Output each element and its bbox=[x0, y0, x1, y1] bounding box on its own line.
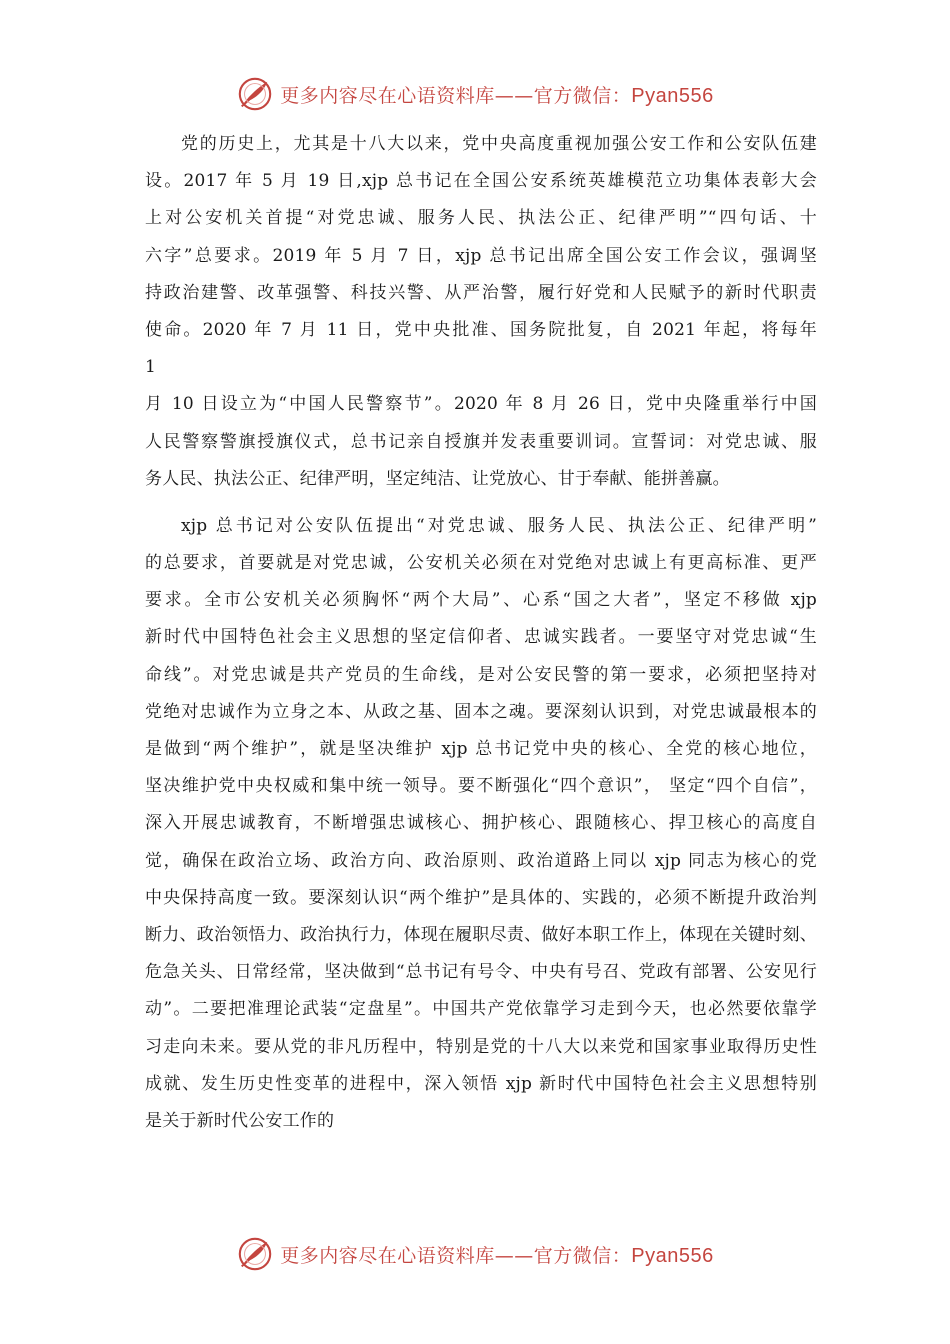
text-line: 新时代中国特色社会主义思想的坚定信仰者、忠诚实践者。一要坚守对党忠诚“生 bbox=[145, 627, 817, 648]
text-line: 党绝对忠诚作为立身之本、从政之基、固本之魂。要深刻认识到，对党忠诚最根本的 bbox=[145, 701, 817, 722]
banner-text bbox=[280, 81, 714, 108]
text-line: 中央保持高度一致。要深刻认识“两个维护”是具体的、实践的，必须不断提升政治判 bbox=[145, 887, 817, 908]
banner-slogan: 更多内容尽在心语资料库 bbox=[280, 84, 495, 107]
paragraph-1 bbox=[145, 126, 817, 498]
banner-separator: —— bbox=[494, 1244, 534, 1267]
quill-pen-icon bbox=[236, 75, 274, 113]
text-line: 危急关头、日常经常，坚决做到“总书记有号令、中央有号召、党政有部署、公安见行 bbox=[145, 962, 817, 983]
banner-separator: —— bbox=[494, 84, 534, 107]
quill-pen-icon bbox=[236, 1235, 274, 1273]
text-line: 深入开展忠诚教育，不断增强忠诚核心、拥护核心、跟随核心、捍卫核心的高度自 bbox=[145, 813, 817, 834]
banner-wechat-id: Pyan556 bbox=[631, 84, 714, 107]
text-line: 习走向未来。要从党的非凡历程中，特别是党的十八大以来党和国家事业取得历史性 bbox=[145, 1036, 817, 1057]
footer-banner bbox=[0, 1232, 950, 1276]
text-line: 的总要求，首要就是对党忠诚，公安机关必须在对党绝对忠诚上有更高标准、更严 bbox=[145, 553, 817, 574]
text-line: 上对公安机关首提“对党忠诚、服务人民、执法公正、纪律严明”“四句话、十 bbox=[145, 208, 817, 229]
header-banner bbox=[0, 72, 950, 116]
text-line: 动”。二要把准理论武装“定盘星”。中国共产党依靠学习走到今天，也必然要依靠学 bbox=[145, 999, 817, 1020]
text-line: 设。2017 年 5 月 19 日,xjp 总书记在全国公安系统英雄模范立功集体表彰大会 bbox=[145, 171, 817, 192]
text-line: 六字”总要求。2019 年 5 月 7 日，xjp 总书记出席全国公安工作会议，强调坚 bbox=[145, 245, 817, 266]
banner-wechat-id: Pyan556 bbox=[631, 1244, 714, 1267]
document-body bbox=[145, 126, 817, 1140]
banner-slogan: 更多内容尽在心语资料库 bbox=[280, 1244, 495, 1267]
text-line: 务人民、执法公正、纪律严明，坚定纯洁、让党放心、甘于奉献、能拼善赢。 bbox=[145, 468, 730, 489]
banner-wechat-label: 官方微信： bbox=[533, 1244, 632, 1267]
text-line: 坚决维护党中央权威和集中统一领导。要不断强化“四个意识”， 坚定“四个自信”， bbox=[145, 776, 817, 797]
text-line: 是关于新时代公安工作的 bbox=[145, 1110, 335, 1131]
text-line: 1 bbox=[145, 357, 157, 378]
text-line: 觉，确保在政治立场、政治方向、政治原则、政治道路上同以 xjp 同志为核心的党 bbox=[145, 850, 817, 871]
text-line: 使命。2020 年 7 月 11 日，党中央批准、国务院批复，自 2021 年起，将每年 bbox=[145, 319, 817, 340]
text-line: 持政治建警、改革强警、科技兴警、从严治警，履行好党和人民赋予的新时代职责 bbox=[145, 282, 817, 303]
text-line: 命线”。对党忠诚是共产党员的生命线，是对公安民警的第一要求，必须把坚持对 bbox=[145, 664, 817, 685]
paragraph-2 bbox=[145, 508, 817, 1140]
text-line: 人民警察警旗授旗仪式，总书记亲自授旗并发表重要训词。宣誓词：对党忠诚、服 bbox=[145, 431, 817, 452]
text-line: 党的历史上，尤其是十八大以来，党中央高度重视加强公安工作和公安队伍建 bbox=[181, 134, 817, 154]
banner-text bbox=[280, 1241, 714, 1268]
text-line: 成就、发生历史性变革的进程中，深入领悟 xjp 新时代中国特色社会主义思想特别 bbox=[145, 1073, 817, 1094]
text-line: xjp 总书记对公安队伍提出“对党忠诚、服务人民、执法公正、纪律严明” bbox=[181, 515, 817, 536]
text-line: 月 10 日设立为“中国人民警察节”。2020 年 8 月 26 日，党中央隆重举行中国 bbox=[145, 394, 817, 415]
banner-wechat-label: 官方微信： bbox=[533, 84, 632, 107]
text-line: 要求。全市公安机关必须胸怀“两个大局”、心系“国之大者”，坚定不移做 xjp bbox=[145, 590, 817, 611]
text-line: 是做到“两个维护”，就是坚决维护 xjp 总书记党中央的核心、全党的核心地位， bbox=[145, 739, 817, 759]
text-line: 断力、政治领悟力、政治执行力，体现在履职尽责、做好本职工作上，体现在关键时刻、 bbox=[145, 924, 817, 945]
